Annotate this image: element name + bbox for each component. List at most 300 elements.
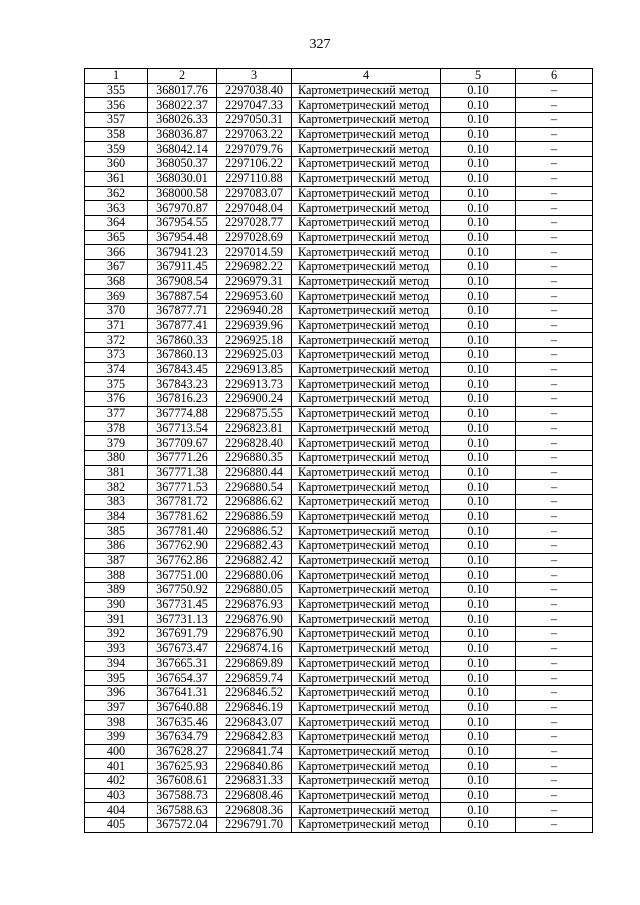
method-cell: Картометрический метод xyxy=(292,553,441,568)
note-cell: – xyxy=(516,304,593,319)
point-number-cell: 375 xyxy=(85,377,148,392)
point-number-cell: 393 xyxy=(85,641,148,656)
note-cell: – xyxy=(516,671,593,686)
note-cell: – xyxy=(516,656,593,671)
point-number-cell: 376 xyxy=(85,392,148,407)
y-coordinate-cell: 2296886.52 xyxy=(217,524,292,539)
table-row xyxy=(85,774,593,789)
y-coordinate-cell: 2296925.18 xyxy=(217,333,292,348)
accuracy-cell: 0.10 xyxy=(441,465,516,480)
y-coordinate-cell: 2297079.76 xyxy=(217,142,292,157)
y-coordinate-cell: 2296841.74 xyxy=(217,744,292,759)
method-cell: Картометрический метод xyxy=(292,627,441,642)
x-coordinate-cell: 367771.38 xyxy=(148,465,217,480)
page-number: 327 xyxy=(309,37,331,52)
table-row xyxy=(85,450,593,465)
point-number-cell: 377 xyxy=(85,406,148,421)
method-cell: Картометрический метод xyxy=(292,142,441,157)
accuracy-cell: 0.10 xyxy=(441,436,516,451)
table-row xyxy=(85,230,593,245)
note-cell: – xyxy=(516,392,593,407)
accuracy-cell: 0.10 xyxy=(441,539,516,554)
method-cell: Картометрический метод xyxy=(292,436,441,451)
accuracy-cell: 0.10 xyxy=(441,392,516,407)
y-coordinate-cell: 2296979.31 xyxy=(217,274,292,289)
accuracy-cell: 0.10 xyxy=(441,509,516,524)
note-cell: – xyxy=(516,583,593,598)
table-row xyxy=(85,539,593,554)
x-coordinate-cell: 367691.79 xyxy=(148,627,217,642)
x-coordinate-cell: 368026.33 xyxy=(148,113,217,128)
y-coordinate-cell: 2297048.04 xyxy=(217,201,292,216)
point-number-cell: 355 xyxy=(85,83,148,98)
table-row xyxy=(85,583,593,598)
table-header-row xyxy=(85,69,593,84)
accuracy-cell: 0.10 xyxy=(441,715,516,730)
y-coordinate-cell: 2296828.40 xyxy=(217,436,292,451)
accuracy-cell: 0.10 xyxy=(441,274,516,289)
note-cell: – xyxy=(516,524,593,539)
note-cell: – xyxy=(516,362,593,377)
x-coordinate-cell: 367860.13 xyxy=(148,348,217,363)
table-row xyxy=(85,259,593,274)
point-number-cell: 378 xyxy=(85,421,148,436)
header-col-2: 2 xyxy=(148,69,217,84)
method-cell: Картометрический метод xyxy=(292,774,441,789)
table-row xyxy=(85,685,593,700)
y-coordinate-cell: 2296840.86 xyxy=(217,759,292,774)
accuracy-cell: 0.10 xyxy=(441,759,516,774)
y-coordinate-cell: 2296880.44 xyxy=(217,465,292,480)
x-coordinate-cell: 367887.54 xyxy=(148,289,217,304)
accuracy-cell: 0.10 xyxy=(441,627,516,642)
accuracy-cell: 0.10 xyxy=(441,98,516,113)
method-cell: Картометрический метод xyxy=(292,612,441,627)
x-coordinate-cell: 367628.27 xyxy=(148,744,217,759)
table-row xyxy=(85,186,593,201)
table-row xyxy=(85,171,593,186)
x-coordinate-cell: 367877.71 xyxy=(148,304,217,319)
method-cell: Картометрический метод xyxy=(292,186,441,201)
point-number-cell: 372 xyxy=(85,333,148,348)
note-cell: – xyxy=(516,612,593,627)
note-cell: – xyxy=(516,142,593,157)
accuracy-cell: 0.10 xyxy=(441,612,516,627)
point-number-cell: 383 xyxy=(85,494,148,509)
method-cell: Картометрический метод xyxy=(292,333,441,348)
method-cell: Картометрический метод xyxy=(292,524,441,539)
accuracy-cell: 0.10 xyxy=(441,318,516,333)
y-coordinate-cell: 2296876.90 xyxy=(217,612,292,627)
accuracy-cell: 0.10 xyxy=(441,201,516,216)
note-cell: – xyxy=(516,230,593,245)
point-number-cell: 356 xyxy=(85,98,148,113)
x-coordinate-cell: 367588.63 xyxy=(148,803,217,818)
accuracy-cell: 0.10 xyxy=(441,348,516,363)
method-cell: Картометрический метод xyxy=(292,568,441,583)
y-coordinate-cell: 2297028.69 xyxy=(217,230,292,245)
method-cell: Картометрический метод xyxy=(292,539,441,554)
point-number-cell: 392 xyxy=(85,627,148,642)
y-coordinate-cell: 2297106.22 xyxy=(217,157,292,172)
accuracy-cell: 0.10 xyxy=(441,142,516,157)
note-cell: – xyxy=(516,157,593,172)
point-number-cell: 396 xyxy=(85,685,148,700)
method-cell: Картометрический метод xyxy=(292,318,441,333)
y-coordinate-cell: 2296831.33 xyxy=(217,774,292,789)
point-number-cell: 402 xyxy=(85,774,148,789)
x-coordinate-cell: 367654.37 xyxy=(148,671,217,686)
table-row xyxy=(85,113,593,128)
point-number-cell: 379 xyxy=(85,436,148,451)
method-cell: Картометрический метод xyxy=(292,465,441,480)
accuracy-cell: 0.10 xyxy=(441,597,516,612)
x-coordinate-cell: 367860.33 xyxy=(148,333,217,348)
accuracy-cell: 0.10 xyxy=(441,700,516,715)
accuracy-cell: 0.10 xyxy=(441,583,516,598)
point-number-cell: 395 xyxy=(85,671,148,686)
x-coordinate-cell: 367774.88 xyxy=(148,406,217,421)
accuracy-cell: 0.10 xyxy=(441,480,516,495)
table-row xyxy=(85,744,593,759)
accuracy-cell: 0.10 xyxy=(441,685,516,700)
accuracy-cell: 0.10 xyxy=(441,127,516,142)
x-coordinate-cell: 367572.04 xyxy=(148,818,217,833)
x-coordinate-cell: 367911.45 xyxy=(148,259,217,274)
point-number-cell: 401 xyxy=(85,759,148,774)
note-cell: – xyxy=(516,421,593,436)
y-coordinate-cell: 2296925.03 xyxy=(217,348,292,363)
y-coordinate-cell: 2297063.22 xyxy=(217,127,292,142)
note-cell: – xyxy=(516,480,593,495)
y-coordinate-cell: 2296875.55 xyxy=(217,406,292,421)
note-cell: – xyxy=(516,494,593,509)
point-number-cell: 384 xyxy=(85,509,148,524)
accuracy-cell: 0.10 xyxy=(441,171,516,186)
note-cell: – xyxy=(516,406,593,421)
note-cell: – xyxy=(516,465,593,480)
note-cell: – xyxy=(516,553,593,568)
method-cell: Картометрический метод xyxy=(292,113,441,128)
point-number-cell: 381 xyxy=(85,465,148,480)
method-cell: Картометрический метод xyxy=(292,509,441,524)
y-coordinate-cell: 2297038.40 xyxy=(217,83,292,98)
y-coordinate-cell: 2296846.52 xyxy=(217,685,292,700)
point-number-cell: 374 xyxy=(85,362,148,377)
method-cell: Картометрический метод xyxy=(292,392,441,407)
note-cell: – xyxy=(516,641,593,656)
x-coordinate-cell: 367588.73 xyxy=(148,788,217,803)
y-coordinate-cell: 2297028.77 xyxy=(217,215,292,230)
note-cell: – xyxy=(516,700,593,715)
method-cell: Картометрический метод xyxy=(292,98,441,113)
table-row xyxy=(85,641,593,656)
method-cell: Картометрический метод xyxy=(292,157,441,172)
point-number-cell: 398 xyxy=(85,715,148,730)
point-number-cell: 388 xyxy=(85,568,148,583)
note-cell: – xyxy=(516,774,593,789)
accuracy-cell: 0.10 xyxy=(441,656,516,671)
method-cell: Картометрический метод xyxy=(292,274,441,289)
table-row xyxy=(85,465,593,480)
x-coordinate-cell: 367843.23 xyxy=(148,377,217,392)
x-coordinate-cell: 367771.53 xyxy=(148,480,217,495)
note-cell: – xyxy=(516,318,593,333)
note-cell: – xyxy=(516,803,593,818)
note-cell: – xyxy=(516,98,593,113)
table-row xyxy=(85,289,593,304)
note-cell: – xyxy=(516,509,593,524)
table-row xyxy=(85,494,593,509)
y-coordinate-cell: 2296913.85 xyxy=(217,362,292,377)
y-coordinate-cell: 2296913.73 xyxy=(217,377,292,392)
point-number-cell: 366 xyxy=(85,245,148,260)
table-row xyxy=(85,245,593,260)
y-coordinate-cell: 2297083.07 xyxy=(217,186,292,201)
point-number-cell: 387 xyxy=(85,553,148,568)
x-coordinate-cell: 367665.31 xyxy=(148,656,217,671)
y-coordinate-cell: 2296939.96 xyxy=(217,318,292,333)
y-coordinate-cell: 2296842.83 xyxy=(217,729,292,744)
y-coordinate-cell: 2297047.33 xyxy=(217,98,292,113)
method-cell: Картометрический метод xyxy=(292,421,441,436)
x-coordinate-cell: 368050.37 xyxy=(148,157,217,172)
x-coordinate-cell: 367750.92 xyxy=(148,583,217,598)
method-cell: Картометрический метод xyxy=(292,348,441,363)
x-coordinate-cell: 367635.46 xyxy=(148,715,217,730)
x-coordinate-cell: 367781.62 xyxy=(148,509,217,524)
method-cell: Картометрический метод xyxy=(292,744,441,759)
note-cell: – xyxy=(516,715,593,730)
note-cell: – xyxy=(516,436,593,451)
table-row xyxy=(85,627,593,642)
note-cell: – xyxy=(516,759,593,774)
x-coordinate-cell: 367954.48 xyxy=(148,230,217,245)
y-coordinate-cell: 2296880.54 xyxy=(217,480,292,495)
point-number-cell: 369 xyxy=(85,289,148,304)
method-cell: Картометрический метод xyxy=(292,362,441,377)
table-row xyxy=(85,304,593,319)
x-coordinate-cell: 368017.76 xyxy=(148,83,217,98)
method-cell: Картометрический метод xyxy=(292,700,441,715)
point-number-cell: 386 xyxy=(85,539,148,554)
method-cell: Картометрический метод xyxy=(292,480,441,495)
method-cell: Картометрический метод xyxy=(292,671,441,686)
table-row xyxy=(85,568,593,583)
note-cell: – xyxy=(516,333,593,348)
x-coordinate-cell: 367762.86 xyxy=(148,553,217,568)
accuracy-cell: 0.10 xyxy=(441,774,516,789)
x-coordinate-cell: 367731.13 xyxy=(148,612,217,627)
point-number-cell: 404 xyxy=(85,803,148,818)
x-coordinate-cell: 367713.54 xyxy=(148,421,217,436)
table-row xyxy=(85,700,593,715)
point-number-cell: 360 xyxy=(85,157,148,172)
y-coordinate-cell: 2296953.60 xyxy=(217,289,292,304)
note-cell: – xyxy=(516,744,593,759)
accuracy-cell: 0.10 xyxy=(441,818,516,833)
y-coordinate-cell: 2296880.35 xyxy=(217,450,292,465)
y-coordinate-cell: 2297050.31 xyxy=(217,113,292,128)
y-coordinate-cell: 2296846.19 xyxy=(217,700,292,715)
table-row xyxy=(85,597,593,612)
table-row xyxy=(85,348,593,363)
x-coordinate-cell: 367941.23 xyxy=(148,245,217,260)
table-row xyxy=(85,157,593,172)
note-cell: – xyxy=(516,171,593,186)
x-coordinate-cell: 367908.54 xyxy=(148,274,217,289)
method-cell: Картометрический метод xyxy=(292,685,441,700)
point-number-cell: 380 xyxy=(85,450,148,465)
table-row xyxy=(85,201,593,216)
method-cell: Картометрический метод xyxy=(292,406,441,421)
y-coordinate-cell: 2297110.88 xyxy=(217,171,292,186)
method-cell: Картометрический метод xyxy=(292,171,441,186)
table-row xyxy=(85,671,593,686)
point-number-cell: 363 xyxy=(85,201,148,216)
x-coordinate-cell: 367641.31 xyxy=(148,685,217,700)
note-cell: – xyxy=(516,113,593,128)
y-coordinate-cell: 2296808.46 xyxy=(217,788,292,803)
table-row xyxy=(85,524,593,539)
note-cell: – xyxy=(516,377,593,392)
table-row xyxy=(85,480,593,495)
table-row xyxy=(85,436,593,451)
point-number-cell: 389 xyxy=(85,583,148,598)
table-row xyxy=(85,318,593,333)
x-coordinate-cell: 368000.58 xyxy=(148,186,217,201)
note-cell: – xyxy=(516,245,593,260)
y-coordinate-cell: 2296808.36 xyxy=(217,803,292,818)
method-cell: Картометрический метод xyxy=(292,201,441,216)
method-cell: Картометрический метод xyxy=(292,377,441,392)
x-coordinate-cell: 367771.26 xyxy=(148,450,217,465)
y-coordinate-cell: 2296880.06 xyxy=(217,568,292,583)
x-coordinate-cell: 367816.23 xyxy=(148,392,217,407)
method-cell: Картометрический метод xyxy=(292,450,441,465)
point-number-cell: 357 xyxy=(85,113,148,128)
table-row xyxy=(85,656,593,671)
y-coordinate-cell: 2296876.90 xyxy=(217,627,292,642)
y-coordinate-cell: 2296940.28 xyxy=(217,304,292,319)
note-cell: – xyxy=(516,259,593,274)
accuracy-cell: 0.10 xyxy=(441,377,516,392)
point-number-cell: 359 xyxy=(85,142,148,157)
note-cell: – xyxy=(516,729,593,744)
y-coordinate-cell: 2296900.24 xyxy=(217,392,292,407)
point-number-cell: 362 xyxy=(85,186,148,201)
note-cell: – xyxy=(516,289,593,304)
note-cell: – xyxy=(516,539,593,554)
x-coordinate-cell: 368036.87 xyxy=(148,127,217,142)
header-col-3: 3 xyxy=(217,69,292,84)
table-row xyxy=(85,788,593,803)
x-coordinate-cell: 367634.79 xyxy=(148,729,217,744)
point-number-cell: 364 xyxy=(85,215,148,230)
note-cell: – xyxy=(516,201,593,216)
table-row xyxy=(85,509,593,524)
table-row xyxy=(85,142,593,157)
note-cell: – xyxy=(516,450,593,465)
method-cell: Картометрический метод xyxy=(292,215,441,230)
accuracy-cell: 0.10 xyxy=(441,304,516,319)
note-cell: – xyxy=(516,627,593,642)
accuracy-cell: 0.10 xyxy=(441,450,516,465)
note-cell: – xyxy=(516,348,593,363)
point-number-cell: 358 xyxy=(85,127,148,142)
accuracy-cell: 0.10 xyxy=(441,245,516,260)
method-cell: Картометрический метод xyxy=(292,259,441,274)
accuracy-cell: 0.10 xyxy=(441,230,516,245)
table-row xyxy=(85,274,593,289)
table-row xyxy=(85,729,593,744)
y-coordinate-cell: 2296791.70 xyxy=(217,818,292,833)
y-coordinate-cell: 2296869.89 xyxy=(217,656,292,671)
x-coordinate-cell: 367970.87 xyxy=(148,201,217,216)
header-col-5: 5 xyxy=(441,69,516,84)
method-cell: Картометрический метод xyxy=(292,788,441,803)
point-number-cell: 400 xyxy=(85,744,148,759)
header-col-6: 6 xyxy=(516,69,593,84)
point-number-cell: 399 xyxy=(85,729,148,744)
x-coordinate-cell: 367709.67 xyxy=(148,436,217,451)
method-cell: Картометрический метод xyxy=(292,83,441,98)
x-coordinate-cell: 367640.88 xyxy=(148,700,217,715)
y-coordinate-cell: 2297014.59 xyxy=(217,245,292,260)
table-row xyxy=(85,377,593,392)
x-coordinate-cell: 367673.47 xyxy=(148,641,217,656)
point-number-cell: 368 xyxy=(85,274,148,289)
x-coordinate-cell: 368030.01 xyxy=(148,171,217,186)
point-number-cell: 403 xyxy=(85,788,148,803)
coordinates-table xyxy=(84,68,593,833)
accuracy-cell: 0.10 xyxy=(441,494,516,509)
y-coordinate-cell: 2296882.43 xyxy=(217,539,292,554)
y-coordinate-cell: 2296843.07 xyxy=(217,715,292,730)
accuracy-cell: 0.10 xyxy=(441,362,516,377)
x-coordinate-cell: 367751.00 xyxy=(148,568,217,583)
accuracy-cell: 0.10 xyxy=(441,406,516,421)
accuracy-cell: 0.10 xyxy=(441,421,516,436)
point-number-cell: 391 xyxy=(85,612,148,627)
accuracy-cell: 0.10 xyxy=(441,157,516,172)
method-cell: Картометрический метод xyxy=(292,803,441,818)
table-row xyxy=(85,715,593,730)
note-cell: – xyxy=(516,127,593,142)
method-cell: Картометрический метод xyxy=(292,494,441,509)
header-col-1: 1 xyxy=(85,69,148,84)
accuracy-cell: 0.10 xyxy=(441,553,516,568)
x-coordinate-cell: 367608.61 xyxy=(148,774,217,789)
x-coordinate-cell: 367731.45 xyxy=(148,597,217,612)
accuracy-cell: 0.10 xyxy=(441,744,516,759)
accuracy-cell: 0.10 xyxy=(441,568,516,583)
note-cell: – xyxy=(516,685,593,700)
method-cell: Картометрический метод xyxy=(292,127,441,142)
x-coordinate-cell: 367781.40 xyxy=(148,524,217,539)
note-cell: – xyxy=(516,274,593,289)
accuracy-cell: 0.10 xyxy=(441,641,516,656)
point-number-cell: 405 xyxy=(85,818,148,833)
table-body xyxy=(85,83,593,832)
point-number-cell: 385 xyxy=(85,524,148,539)
y-coordinate-cell: 2296859.74 xyxy=(217,671,292,686)
note-cell: – xyxy=(516,186,593,201)
y-coordinate-cell: 2296886.59 xyxy=(217,509,292,524)
method-cell: Картометрический метод xyxy=(292,597,441,612)
method-cell: Картометрический метод xyxy=(292,656,441,671)
y-coordinate-cell: 2296882.42 xyxy=(217,553,292,568)
